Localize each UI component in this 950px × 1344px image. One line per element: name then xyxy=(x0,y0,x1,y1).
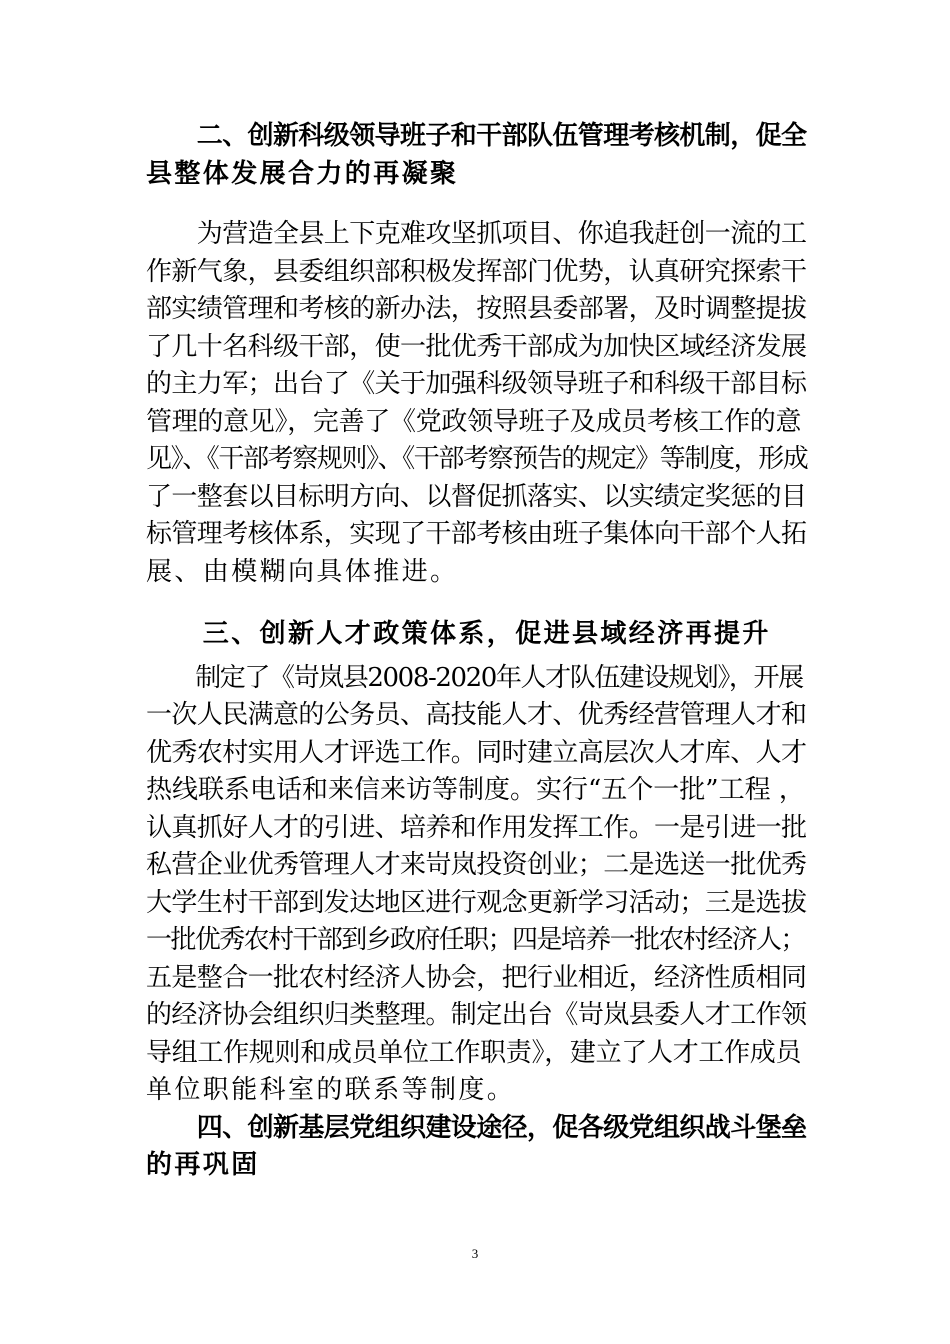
paragraph-line: 大学生村干部到发达地区进行观念更新学习活动；三是选拔 xyxy=(146,887,807,918)
paragraph-line: 为营造全县上下克难攻坚抓项目、你追我赶创一流的工 xyxy=(146,219,807,249)
section-heading-2 xyxy=(146,118,808,193)
paragraph-line: 作新气象，县委组织部积极发挥部门优势，认真研究探索干 xyxy=(146,256,807,287)
paragraph-line: 展、由模糊向具体推进。 xyxy=(146,556,459,587)
paragraph-line: 制定了《岢岚县2008-2020年人才队伍建设规划》，开展 xyxy=(146,662,803,693)
page-number: 3 xyxy=(471,1246,479,1261)
heading-line: 四、创新基层党组织建设途径，促各级党组织战斗堡垒 xyxy=(146,1112,807,1143)
heading-line: 县整体发展合力的再凝聚 xyxy=(146,158,459,189)
paragraph-line: 了几十名科级干部，使一批优秀干部成为加快区域经济发展 xyxy=(146,331,807,362)
paragraph-line: 的主力军；出台了《关于加强科级领导班子和科级干部目标 xyxy=(146,369,807,399)
paragraph-line: 五是整合一批农村经济人协会，把行业相近，经济性质相同 xyxy=(146,962,807,993)
paragraph-talent-policy xyxy=(146,660,808,1110)
paragraph-line: 管理的意见》，完善了《党政领导班子及成员考核工作的意 xyxy=(146,406,802,437)
paragraph-line: 单位职能科室的联系等制度。 xyxy=(146,1075,516,1105)
paragraph-line: 的经济协会组织归类整理。制定出台《岢岚县委人才工作领 xyxy=(146,1000,807,1030)
paragraph-line: 一批优秀农村干部到乡政府任职；四是培养一批农村经济人； xyxy=(146,925,805,955)
paragraph-line: 认真抓好人才的引进、培养和作用发挥工作。一是引进一批 xyxy=(146,812,807,843)
paragraph-line: 见》、《干部考察规则》、《干部考察预告的规定》等制度，形成 xyxy=(146,444,808,474)
paragraph-line: 导组工作规则和成员单位工作职责》，建立了人才工作成员 xyxy=(146,1037,802,1068)
paragraph-line: 热线联系电话和来信来访等制度。实行“五个一批”工程 ， xyxy=(146,775,805,805)
paragraph-line: 标管理考核体系，实现了干部考核由班子集体向干部个人拓 xyxy=(146,519,807,549)
paragraph-line: 一次人民满意的公务员、高技能人才、优秀经营管理人才和 xyxy=(146,700,807,730)
paragraph-line: 部实绩管理和考核的新办法，按照县委部署，及时调整提拔 xyxy=(146,294,807,324)
paragraph-line: 了一整套以目标明方向、以督促抓落实、以实绩定奖惩的目 xyxy=(146,481,807,512)
section-heading-4 xyxy=(146,1110,808,1185)
heading-line: 二、创新科级领导班子和干部队伍管理考核机制，促全 xyxy=(146,121,807,151)
heading-line: 的再巩固 xyxy=(146,1150,260,1180)
document-page xyxy=(146,118,808,1185)
section-heading-3 xyxy=(146,616,808,654)
paragraph-cadre-management xyxy=(146,216,808,591)
paragraph-line: 优秀农村实用人才评选工作。同时建立高层次人才库、人才 xyxy=(146,737,807,768)
heading-line: 三、创新人才政策体系，促进县域经济再提升 xyxy=(146,619,771,649)
paragraph-line: 私营企业优秀管理人才来岢岚投资创业；二是选送一批优秀 xyxy=(146,850,807,880)
